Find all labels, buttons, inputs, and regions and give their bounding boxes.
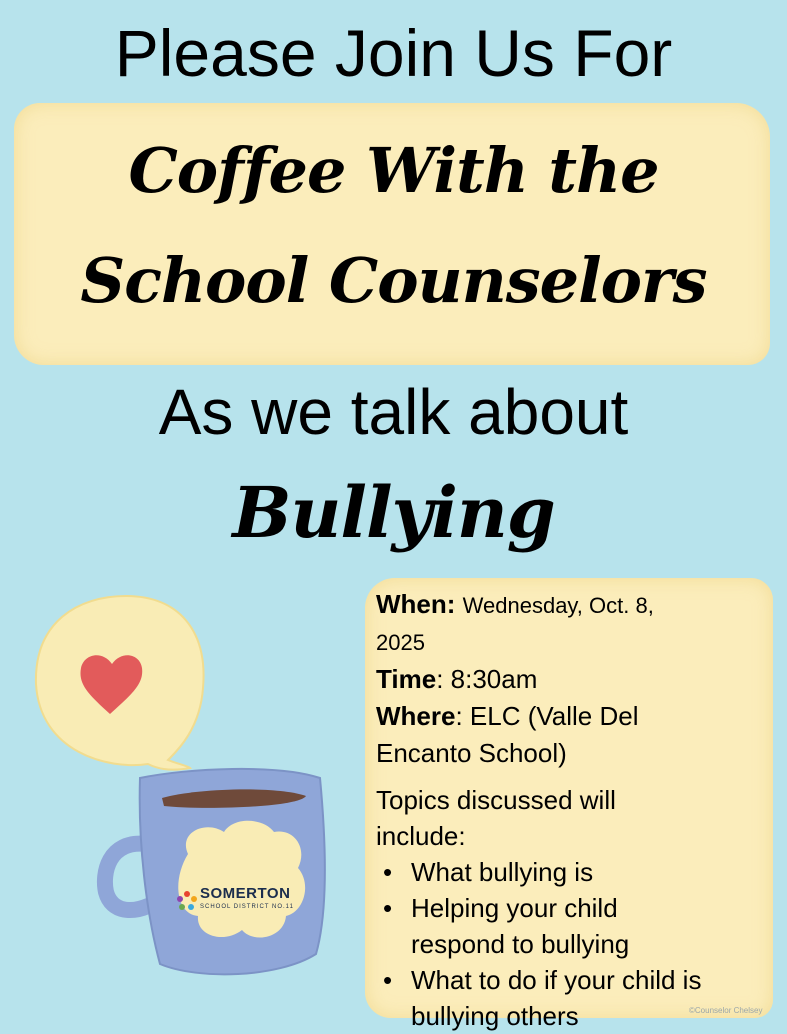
topics-intro: Topics discussed will — [376, 785, 616, 815]
where-row — [376, 698, 768, 735]
where-value-continued: Encanto School) — [376, 738, 567, 768]
topic-item — [376, 962, 768, 1034]
topic-title: Bullying — [232, 471, 555, 554]
coffee-illustration — [28, 592, 358, 992]
when-row — [376, 586, 768, 624]
district-logo-name: SOMERTON — [200, 885, 291, 902]
topic-item-text-continued: respond to bullying — [411, 929, 630, 959]
event-title-line-1: Coffee With the — [128, 134, 659, 207]
subtitle-line: As we talk about — [158, 376, 629, 448]
event-title-line-2: School Counselors — [80, 244, 707, 317]
invite-line: Please Join Us For — [114, 16, 673, 90]
topic-item — [376, 854, 768, 890]
topic-item-text: What bullying is — [411, 857, 594, 887]
topic-item-text: What to do if your child is — [411, 965, 702, 995]
event-details — [376, 586, 768, 1034]
where-value: : ELC (Valle Del — [455, 701, 639, 731]
topic-item-text: Helping your child — [411, 893, 618, 923]
time-label: Time — [376, 664, 437, 694]
topics-intro-continued: include: — [376, 821, 466, 851]
artist-credit: ©Counselor Chelsey — [689, 1006, 763, 1015]
somerton-logo-icon — [176, 890, 198, 912]
topic-item — [376, 890, 768, 962]
time-row — [376, 661, 768, 698]
coffee-mug-icon — [105, 769, 325, 974]
topics-section — [376, 782, 768, 1034]
when-year: 2025 — [376, 630, 425, 655]
when-value: Wednesday, Oct. 8, — [462, 593, 654, 618]
time-value: : 8:30am — [436, 664, 538, 694]
topic-item-text-continued: bullying others — [411, 1001, 579, 1031]
when-label: When: — [376, 589, 456, 619]
district-logo-subtitle: SCHOOL DISTRICT NO.11 — [200, 904, 294, 910]
where-label: Where — [376, 701, 456, 731]
